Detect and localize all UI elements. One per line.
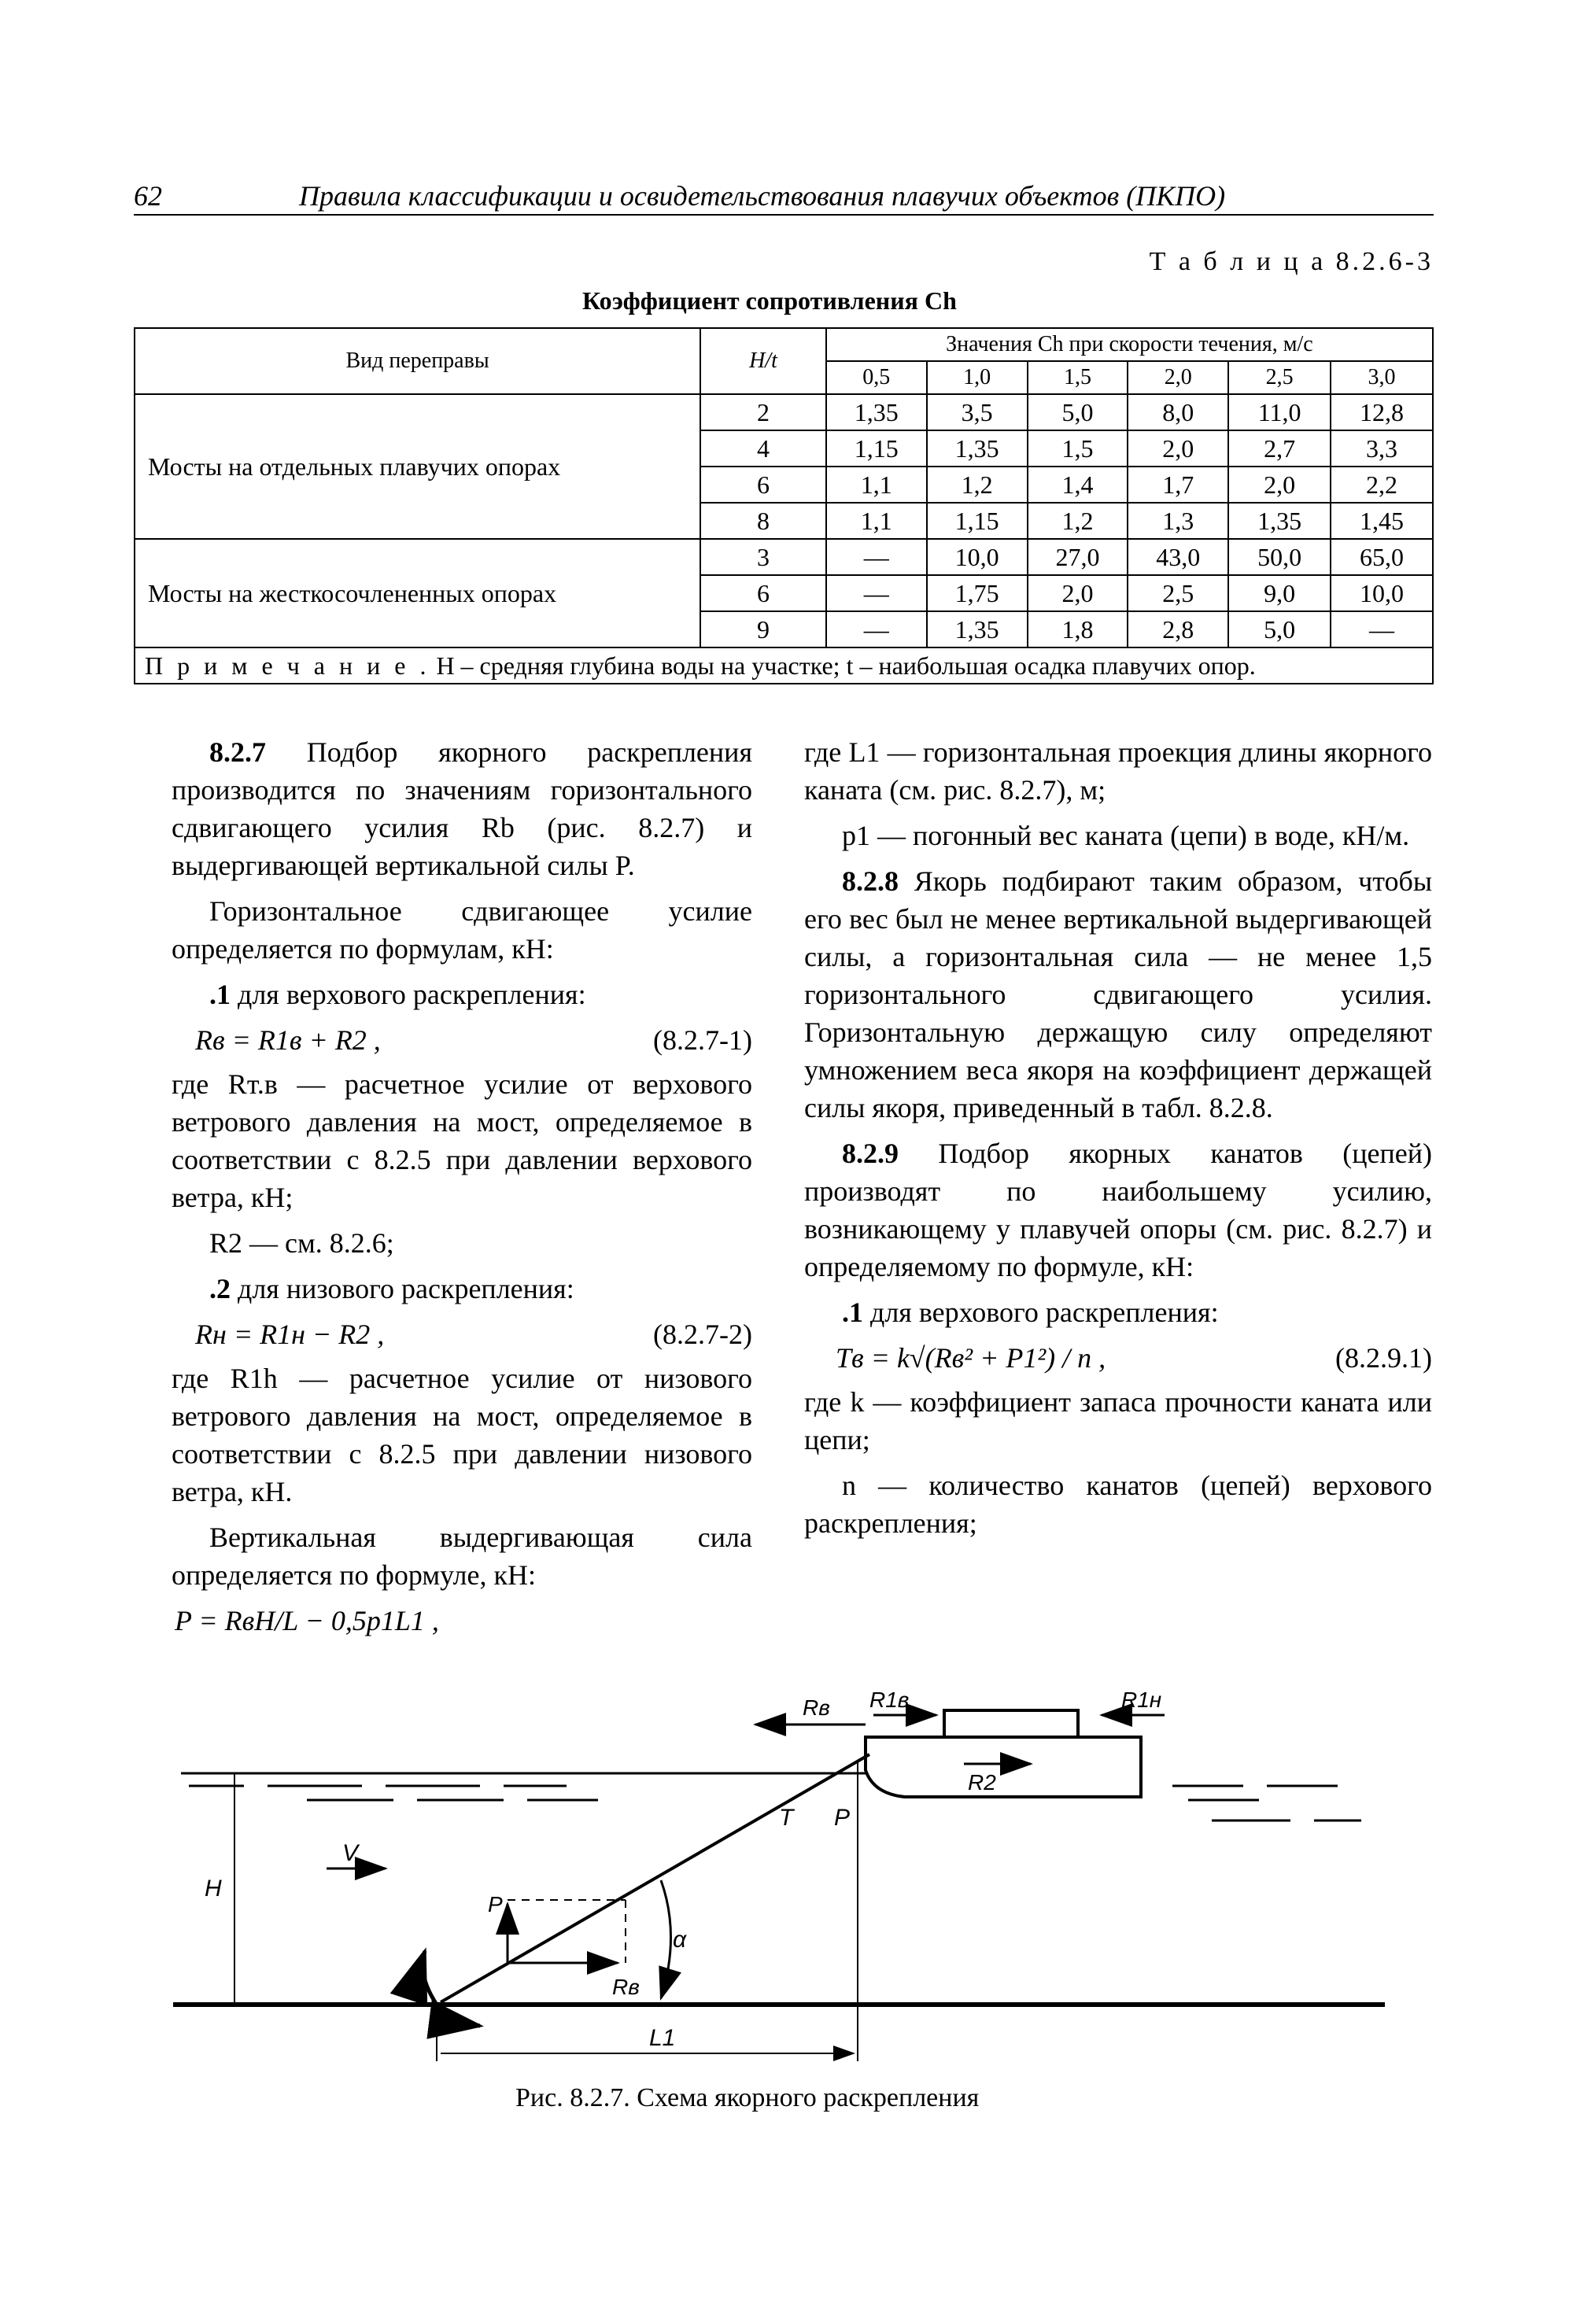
speed-header: 1,5 bbox=[1028, 361, 1128, 394]
item-number: .1 bbox=[209, 979, 231, 1010]
label-R1n: R1н bbox=[1121, 1691, 1162, 1712]
group-name: Мосты на жесткосочлененных опорах bbox=[135, 539, 700, 647]
ht-cell: 8 bbox=[700, 503, 826, 539]
formula-number: (8.2.7-2) bbox=[653, 1319, 752, 1350]
value-cell: 1,7 bbox=[1128, 467, 1228, 503]
table-title: Коэффициент сопротивления Ch bbox=[582, 286, 957, 315]
value-cell: 1,5 bbox=[1028, 430, 1128, 467]
value-cell: 1,35 bbox=[927, 430, 1028, 467]
ht-cell: 6 bbox=[700, 575, 826, 611]
label-Rv-bottom: Rв bbox=[612, 1975, 640, 1999]
right-column bbox=[804, 733, 1432, 1550]
table-caption: Т а б л и ц а 8.2.6-3 bbox=[1149, 247, 1434, 276]
speed-header: 3,0 bbox=[1331, 361, 1433, 394]
angle-arc bbox=[661, 1880, 671, 1998]
anchor-fluke-right bbox=[437, 2006, 480, 2026]
list-item bbox=[804, 1293, 1432, 1331]
value-cell: 1,15 bbox=[927, 503, 1028, 539]
value-cell: 10,0 bbox=[927, 539, 1028, 575]
note-text: H – средняя глубина воды на участке; t – наибольшая осадка плавучих опор. bbox=[436, 651, 1256, 680]
item-number: .1 bbox=[842, 1297, 863, 1328]
item-text: для верхового раскрепления: bbox=[870, 1297, 1219, 1328]
water-dashes bbox=[189, 1786, 1361, 1820]
speed-header: 0,5 bbox=[826, 361, 927, 394]
value-cell: 10,0 bbox=[1331, 575, 1433, 611]
value-cell: 9,0 bbox=[1228, 575, 1331, 611]
label-V: V bbox=[342, 1840, 359, 1866]
value-cell: 1,35 bbox=[1228, 503, 1331, 539]
value-cell: 27,0 bbox=[1028, 539, 1128, 575]
formula-text: P = RвH/L − 0,5p1L1 , bbox=[175, 1605, 439, 1636]
paragraph-text: Подбор якорного раскрепления производится по значениям горизонтального сдвигающего усилия Rb (рис. 8.2.7) и выдергивающей вертикальной силы P. bbox=[172, 736, 752, 881]
value-cell: 2,0 bbox=[1028, 575, 1128, 611]
value-cell: 1,1 bbox=[826, 467, 927, 503]
anchoring-diagram bbox=[157, 1691, 1416, 2069]
value-cell: 1,15 bbox=[826, 430, 927, 467]
running-title: Правила классификации и освидетельствования плавучих объектов (ПКПО) bbox=[299, 180, 1226, 212]
item-number: .2 bbox=[209, 1273, 231, 1304]
label-P-right: P bbox=[834, 1805, 851, 1831]
value-cell: 2,5 bbox=[1128, 575, 1228, 611]
label-L1: L1 bbox=[649, 2025, 676, 2051]
paragraph: p1 — погонный вес каната (цепи) в воде, кН/м. bbox=[842, 820, 1410, 851]
paragraph: n — количество канатов (цепей) верхового раскрепления; bbox=[804, 1470, 1432, 1539]
page-number: 62 bbox=[134, 180, 162, 212]
formula-text: Rн = R1н − R2 , bbox=[195, 1319, 385, 1350]
section-number: 8.2.7 bbox=[209, 736, 266, 768]
paragraph-8-2-8 bbox=[804, 862, 1432, 1127]
label-R2: R2 bbox=[968, 1770, 996, 1795]
paragraph-text: Якорь подбирают таким образом, чтобы его вес был не менее вертикальной выдергивающей силы, а горизонтальная сила — не менее 1,5 горизонтального сдвигающего усилия. Горизонтальную держащую силу определяют умножением веса якоря на коэффициент держащей силы якоря, приведенный в табл. 8.2.8. bbox=[804, 865, 1433, 1123]
value-cell: 1,2 bbox=[927, 467, 1028, 503]
formula-text: Rв = R1в + R2 , bbox=[195, 1024, 381, 1056]
value-cell: 1,35 bbox=[826, 394, 927, 430]
value-cell: — bbox=[826, 539, 927, 575]
value-cell: — bbox=[1331, 611, 1433, 647]
formula-8-2-7-1 bbox=[172, 1021, 752, 1065]
paragraph: где Rт.в — расчетное усилие от верхового ветрового давления на мост, определяемое в соответствии с 8.2.5 при давлении верхового ветра, кН; bbox=[172, 1068, 752, 1213]
anchor-rope bbox=[441, 1754, 869, 2002]
paragraph: Вертикальная выдергивающая сила определяется по формуле, кН: bbox=[172, 1522, 752, 1591]
paragraph: Горизонтальное сдвигающее усилие определяется по формулам, кН: bbox=[172, 895, 752, 965]
group-name: Мосты на отдельных плавучих опорах bbox=[135, 394, 700, 539]
ht-cell: 2 bbox=[700, 394, 826, 430]
header-rule bbox=[134, 214, 1434, 216]
value-cell: 1,45 bbox=[1331, 503, 1433, 539]
value-cell: 2,2 bbox=[1331, 467, 1433, 503]
value-cell: 2,0 bbox=[1228, 467, 1331, 503]
header-crossing-type: Вид переправы bbox=[135, 328, 700, 394]
value-cell: 1,8 bbox=[1028, 611, 1128, 647]
item-text: для низового раскрепления: bbox=[238, 1273, 574, 1304]
formula-number: (8.2.7-1) bbox=[653, 1024, 752, 1056]
value-cell: 12,8 bbox=[1331, 394, 1433, 430]
note-label: П р и м е ч а н и е . bbox=[145, 651, 430, 680]
formula-8-2-9-1 bbox=[804, 1339, 1432, 1383]
formula-number: (8.2.9.1) bbox=[1335, 1342, 1432, 1374]
value-cell: 2,7 bbox=[1228, 430, 1331, 467]
speed-header: 2,0 bbox=[1128, 361, 1228, 394]
value-cell: 65,0 bbox=[1331, 539, 1433, 575]
ht-cell: 6 bbox=[700, 467, 826, 503]
table-row bbox=[135, 394, 1433, 430]
value-cell: 1,4 bbox=[1028, 467, 1128, 503]
paragraph: где R1h — расчетное усилие от низового ветрового давления на мост, определяемое в соответствии с 8.2.5 при давлении низового ветра, кН. bbox=[172, 1363, 752, 1507]
value-cell: 1,2 bbox=[1028, 503, 1128, 539]
pontoon-deck bbox=[944, 1710, 1078, 1737]
value-cell: 5,0 bbox=[1228, 611, 1331, 647]
paragraph: где L1 — горизонтальная проекция длины якорного каната (см. рис. 8.2.7), м; bbox=[804, 736, 1432, 806]
item-text: для верхового раскрепления: bbox=[238, 979, 586, 1010]
ht-cell: 4 bbox=[700, 430, 826, 467]
value-cell: 1,3 bbox=[1128, 503, 1228, 539]
paragraph: R2 — см. 8.2.6; bbox=[209, 1227, 394, 1259]
formula-pull-force bbox=[172, 1602, 752, 1646]
header-ht: H/t bbox=[700, 328, 826, 394]
paragraph-text: Подбор якорных канатов (цепей) производят по наибольшему усилию, возникающему у плавучей опоры (см. рис. 8.2.7) и определяемому по формуле, кН: bbox=[804, 1138, 1432, 1282]
paragraph-8-2-7 bbox=[172, 733, 752, 884]
table-note bbox=[135, 647, 1433, 684]
value-cell: — bbox=[826, 611, 927, 647]
table-row bbox=[135, 539, 1433, 575]
formula-8-2-7-2 bbox=[172, 1315, 752, 1359]
speed-header: 2,5 bbox=[1228, 361, 1331, 394]
section-number: 8.2.9 bbox=[842, 1138, 899, 1169]
value-cell: 3,5 bbox=[927, 394, 1028, 430]
figure-caption: Рис. 8.2.7. Схема якорного раскрепления bbox=[515, 2083, 980, 2112]
label-R1v: R1в bbox=[869, 1691, 910, 1712]
label-H: H bbox=[205, 1876, 222, 1902]
left-column bbox=[172, 733, 752, 1646]
label-alpha: α bbox=[673, 1927, 687, 1953]
header-values: Значения Ch при скорости течения, м/с bbox=[826, 328, 1433, 361]
value-cell: 3,3 bbox=[1331, 430, 1433, 467]
resistance-coefficient-table bbox=[134, 327, 1434, 684]
label-Rv-top: Rв bbox=[803, 1695, 830, 1720]
value-cell: 2,8 bbox=[1128, 611, 1228, 647]
value-cell: 8,0 bbox=[1128, 394, 1228, 430]
value-cell: 50,0 bbox=[1228, 539, 1331, 575]
value-cell: — bbox=[826, 575, 927, 611]
value-cell: 1,1 bbox=[826, 503, 927, 539]
label-P-left: P bbox=[488, 1892, 503, 1916]
speed-header: 1,0 bbox=[927, 361, 1028, 394]
list-item bbox=[172, 976, 752, 1013]
formula-text: Tв = k√(Rв² + P1²) / n , bbox=[836, 1342, 1106, 1374]
ht-cell: 3 bbox=[700, 539, 826, 575]
list-item bbox=[172, 1270, 752, 1308]
value-cell: 1,75 bbox=[927, 575, 1028, 611]
value-cell: 11,0 bbox=[1228, 394, 1331, 430]
anchor-fluke-up bbox=[423, 1951, 437, 2005]
value-cell: 2,0 bbox=[1128, 430, 1228, 467]
label-T: T bbox=[779, 1805, 794, 1831]
paragraph-8-2-9 bbox=[804, 1134, 1432, 1286]
value-cell: 43,0 bbox=[1128, 539, 1228, 575]
section-number: 8.2.8 bbox=[842, 865, 899, 897]
paragraph: где k — коэффициент запаса прочности каната или цепи; bbox=[804, 1386, 1432, 1455]
value-cell: 1,35 bbox=[927, 611, 1028, 647]
pontoon-hull bbox=[866, 1737, 1141, 1797]
value-cell: 5,0 bbox=[1028, 394, 1128, 430]
ht-cell: 9 bbox=[700, 611, 826, 647]
